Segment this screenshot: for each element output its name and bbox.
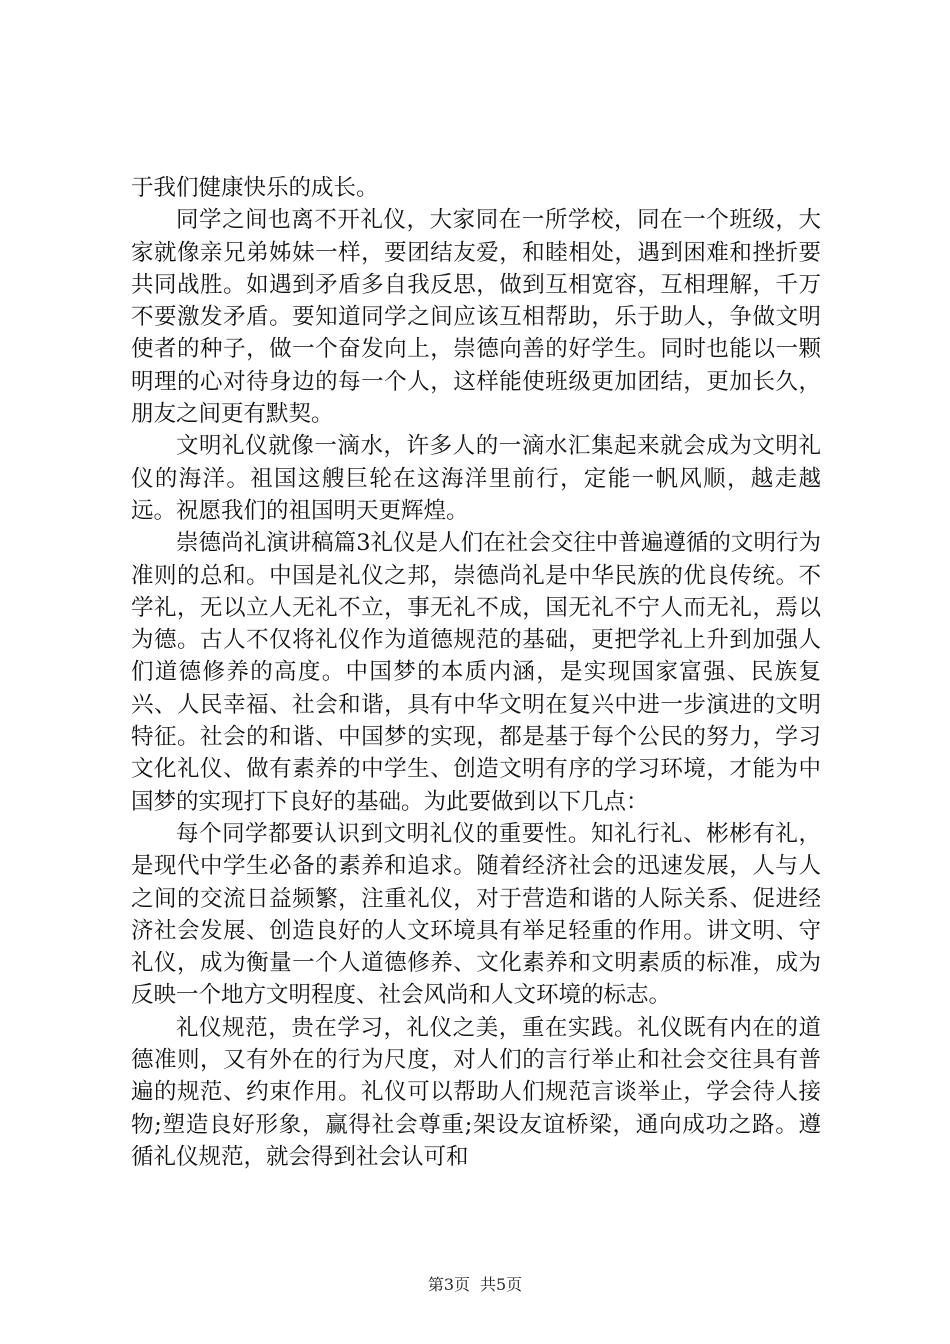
page-footer	[0, 1272, 950, 1295]
paragraph-speech-3: 崇德尚礼演讲稿篇3礼仪是人们在社会交往中普遍遵循的文明行为准则的总和。中国是礼仪之邦，崇德尚礼是中华民族的优良传统。不学礼，无以立人无礼不立，事无礼不成，国无礼不宁人而无礼，焉以为德。古人不仅将礼仪作为道德规范的基础，更把学礼上升到加强人们道德修养的高度。中国梦的本质内涵，是实现国家富强、民族复兴、人民幸福、社会和谐，具有中华文明在复兴中进一步演进的文明特征。社会的和谐、中国梦的实现，都是基于每个公民的努力，学习文化礼仪、做有素养的中学生、创造文明有序的学习环境，才能为中国梦的实现打下良好的基础。为此要做到以下几点：	[131, 530, 821, 815]
paragraph-practice: 礼仪规范，贵在学习，礼仪之美，重在实践。礼仪既有内在的道德准则，又有外在的行为尺度，对人们的言行举止和社会交往具有普遍的规范、约束作用。礼仪可以帮助人们规范言谈举止，学会待人接物;塑造良好形象，赢得社会尊重;架设友谊桥梁，通向成功之路。遵循礼仪规范，就会得到社会认可和	[131, 1014, 821, 1170]
paragraph-importance: 每个同学都要认识到文明礼仪的重要性。知礼行礼、彬彬有礼，是现代中学生必备的素养和追求。随着经济社会的迅速发展，人与人之间的交流日益频繁，注重礼仪，对于营造和谐的人际关系、促进经济社会发展、创造良好的人文环境具有举足轻重的作用。讲文明、守礼仪，成为衡量一个人道德修养、文化素养和文明素质的标准，成为反映一个地方文明程度、社会风尚和人文环境的标志。	[131, 820, 821, 1009]
page-number: 第3页	[427, 1275, 470, 1294]
document-body	[131, 172, 821, 1173]
page-total: 共5页	[480, 1275, 523, 1294]
paragraph-water-drop: 文明礼仪就像一滴水，许多人的一滴水汇集起来就会成为文明礼仪的海洋。祖国这艘巨轮在这海洋里前行，定能一帆风顺，越走越远。祝愿我们的祖国明天更辉煌。	[131, 433, 821, 524]
paragraph-continuation: 于我们健康快乐的成长。	[131, 175, 379, 201]
paragraph-classmates-etiquette: 同学之间也离不开礼仪，大家同在一所学校，同在一个班级，大家就像亲兄弟姊妹一样，要团结友爱，和睦相处，遇到困难和挫折要共同战胜。如遇到矛盾多自我反思，做到互相宽容，互相理解，千万不要激发矛盾。要知道同学之间应该互相帮助，乐于助人，争做文明使者的种子，做一个奋发向上，崇德向善的好学生。同时也能以一颗明理的心对待身边的每一个人，这样能使班级更加团结，更加长久，朋友之间更有默契。	[131, 207, 821, 428]
